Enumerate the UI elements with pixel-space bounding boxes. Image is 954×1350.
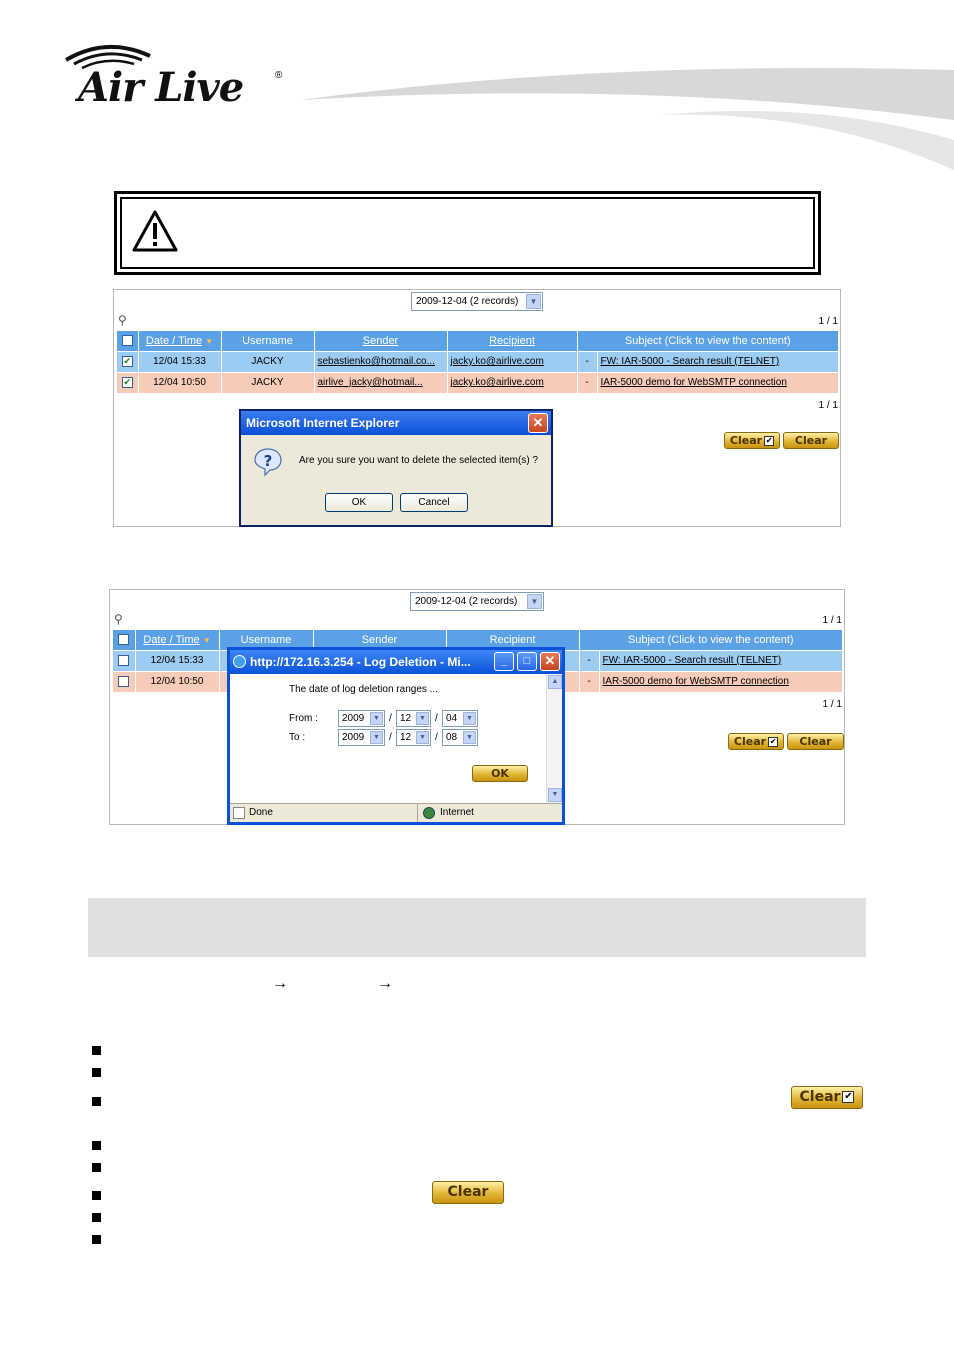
date-separator: / [389,732,392,743]
row-select-cell [117,351,138,372]
status-divider [417,804,418,822]
chevron-down-icon: ▼ [463,731,476,744]
row-recipient[interactable] [447,351,577,372]
bullet-icon [92,1235,101,1244]
row-sender[interactable] [314,372,447,393]
clear-checked-label: Clear [733,735,767,748]
row-datetime: 12/04 10:50 [138,372,221,393]
path-arrow-icon: → [377,975,393,992]
clear-all-button[interactable]: Clear [783,432,839,449]
log-table [117,331,839,393]
row-dash: - [579,650,599,671]
minimize-button[interactable]: _ [494,652,514,671]
row-subject-link[interactable]: FW: IAR-5000 - Search result (TELNET) [600,356,780,367]
row-dash: - [577,372,597,393]
page-icon [233,807,245,819]
scroll-down-icon[interactable]: ▼ [548,788,562,802]
clear-checked-button-illustration [791,1086,863,1109]
col-username: Username [221,331,314,351]
pager-top: 1 / 1 [818,316,838,327]
bullet-icon [92,1213,101,1222]
row-subject[interactable] [597,372,839,393]
dialog-title: Microsoft Internet Explorer [246,416,400,430]
col-sender[interactable] [314,331,447,351]
row-sender-link[interactable]: sebastienko@hotmail.co... [317,356,435,367]
maximize-button[interactable]: □ [517,652,537,671]
header-swoosh [300,60,954,180]
select-all-checkbox[interactable] [118,634,129,645]
bullet-icon [92,1097,101,1106]
row-username: JACKY [221,351,314,372]
pager-top: 1 / 1 [822,615,842,626]
row-subject[interactable] [597,351,839,372]
col-username: Username [219,630,313,650]
row-checkbox[interactable] [118,655,129,666]
row-subject-link[interactable]: IAR-5000 demo for WebSMTP connection [602,676,789,688]
airlive-logo [62,42,292,112]
clear-checked-label: Clear [799,1089,841,1105]
date-select[interactable] [410,592,544,611]
col-sender-link[interactable]: Sender [362,334,399,347]
col-recipient[interactable] [447,331,577,351]
clear-checked-label: Clear [729,434,763,447]
from-year-select[interactable] [338,710,385,727]
row-subject[interactable] [599,650,843,671]
checkbox-icon: ✔ [769,737,777,746]
chevron-down-icon: ▼ [370,731,383,744]
from-day-select[interactable] [442,710,478,727]
col-recipient: Recipient [446,630,579,650]
search-icon[interactable]: ⚲ [114,612,123,626]
log-deletion-popup [227,647,565,825]
popup-scrollbar[interactable] [546,674,562,803]
popup-status-bar [230,803,562,822]
table-row [117,351,839,372]
bullet-icon [92,1068,101,1077]
popup-body [230,674,562,803]
confirm-dialog [239,409,553,527]
dialog-message: Are you sure you want to delete the selected item(s) ? [299,455,539,466]
row-datetime: 12/04 10:50 [135,671,219,692]
from-day-value: 04 [446,713,458,724]
question-icon [253,447,283,477]
chevron-down-icon: ▼ [416,712,429,725]
svg-text:?: ? [263,452,273,470]
to-label: To : [289,732,306,743]
warning-box [114,191,821,275]
col-subject: Subject (Click to view the content) [577,331,839,351]
path-arrow-icon: → [272,975,288,992]
row-recipient[interactable] [447,372,577,393]
col-sender: Sender [313,630,446,650]
mail-log-screenshot-2 [109,589,845,825]
row-recipient-link[interactable]: jacky.ko@airlive.com [450,356,544,367]
date-separator: / [389,713,392,724]
row-subject-link[interactable]: FW: IAR-5000 - Search result (TELNET) [602,655,782,666]
from-month-select[interactable] [396,710,431,727]
dialog-cancel-button[interactable]: Cancel [400,493,468,512]
row-select-cell [113,671,135,692]
sort-desc-icon: ▼ [202,635,211,645]
row-dash: - [579,671,599,692]
to-month-value: 12 [400,732,412,743]
logo-registered-mark: ® [275,70,283,81]
popup-close-button[interactable]: ✕ [540,652,560,671]
row-checkbox[interactable] [118,676,129,687]
section-heading-bar [88,898,866,957]
scroll-up-icon[interactable]: ▲ [548,675,562,689]
ie-icon [233,655,246,668]
col-recipient-link[interactable]: Recipient [489,334,535,347]
date-select[interactable] [411,292,543,311]
row-username: JACKY [221,372,314,393]
bullet-icon [92,1046,101,1055]
row-subject[interactable] [599,671,843,692]
logo-text: Air Live [78,64,244,111]
chevron-down-icon: ▼ [527,594,542,609]
from-year-value: 2009 [342,713,365,724]
dialog-ok-button[interactable]: OK [325,493,393,512]
row-checkbox[interactable]: ✔ [123,355,132,366]
globe-icon [423,807,435,819]
row-sender[interactable] [314,351,447,372]
from-label: From : [289,713,318,724]
row-subject-link[interactable]: IAR-5000 demo for WebSMTP connection [600,377,787,389]
popup-ok-button[interactable]: OK [472,765,528,782]
dialog-title-bar [241,411,551,435]
popup-title: http://172.16.3.254 - Log Deletion - Mi... [250,655,471,669]
from-month-value: 12 [400,713,412,724]
search-icon[interactable]: ⚲ [118,313,127,327]
status-done: Done [249,807,273,818]
table-row [117,372,839,393]
pager-bottom: 1 / 1 [822,699,842,710]
bullet-icon [92,1163,101,1172]
to-year-select[interactable] [338,729,385,746]
status-zone: Internet [440,807,474,818]
col-subject: Subject (Click to view the content) [579,630,843,650]
row-sender-link[interactable]: airlive_jacky@hotmail... [317,377,423,389]
row-checkbox[interactable]: ✔ [123,377,132,388]
to-year-value: 2009 [342,732,365,743]
date-select-value: 2009-12-04 (2 records) [416,296,519,307]
row-select-cell [113,650,135,671]
chevron-down-icon: ▼ [463,712,476,725]
dialog-close-button[interactable]: ✕ [528,413,548,433]
bullet-icon [92,1191,101,1200]
row-select-cell [117,372,138,393]
row-recipient-link[interactable]: jacky.ko@airlive.com [450,377,544,389]
col-datetime[interactable] [135,630,219,650]
row-datetime: 12/04 15:33 [135,650,219,671]
date-separator: / [435,732,438,743]
chevron-down-icon: ▼ [526,294,541,309]
warning-icon [132,209,178,253]
clear-checked-button[interactable] [724,432,780,449]
to-day-select[interactable] [442,729,478,746]
bullet-icon [92,1141,101,1150]
col-datetime[interactable] [138,331,221,351]
sort-desc-icon: ▼ [205,336,214,346]
clear-button-illustration: Clear [432,1181,504,1204]
deletion-range-intro: The date of log deletion ranges ... [289,684,438,695]
col-datetime-link[interactable]: Date / Time [143,633,200,646]
to-month-select[interactable] [396,729,431,746]
checkbox-icon: ✔ [844,1091,853,1102]
chevron-down-icon: ▼ [416,731,429,744]
date-separator: / [435,713,438,724]
date-select-value: 2009-12-04 (2 records) [415,596,518,607]
pager-bottom: 1 / 1 [818,400,838,411]
select-all-cell [113,630,135,650]
select-all-checkbox[interactable] [122,335,133,346]
clear-checked-button[interactable] [728,733,784,750]
to-day-value: 08 [446,732,458,743]
chevron-down-icon: ▼ [370,712,383,725]
mail-log-screenshot-1 [113,289,841,527]
checkbox-icon: ✔ [765,436,773,445]
col-datetime-link[interactable]: Date / Time [145,334,203,347]
select-all-cell [117,331,138,351]
popup-title-bar [230,650,562,674]
row-datetime: 12/04 15:33 [138,351,221,372]
row-dash: - [577,351,597,372]
clear-all-button[interactable]: Clear [787,733,844,750]
